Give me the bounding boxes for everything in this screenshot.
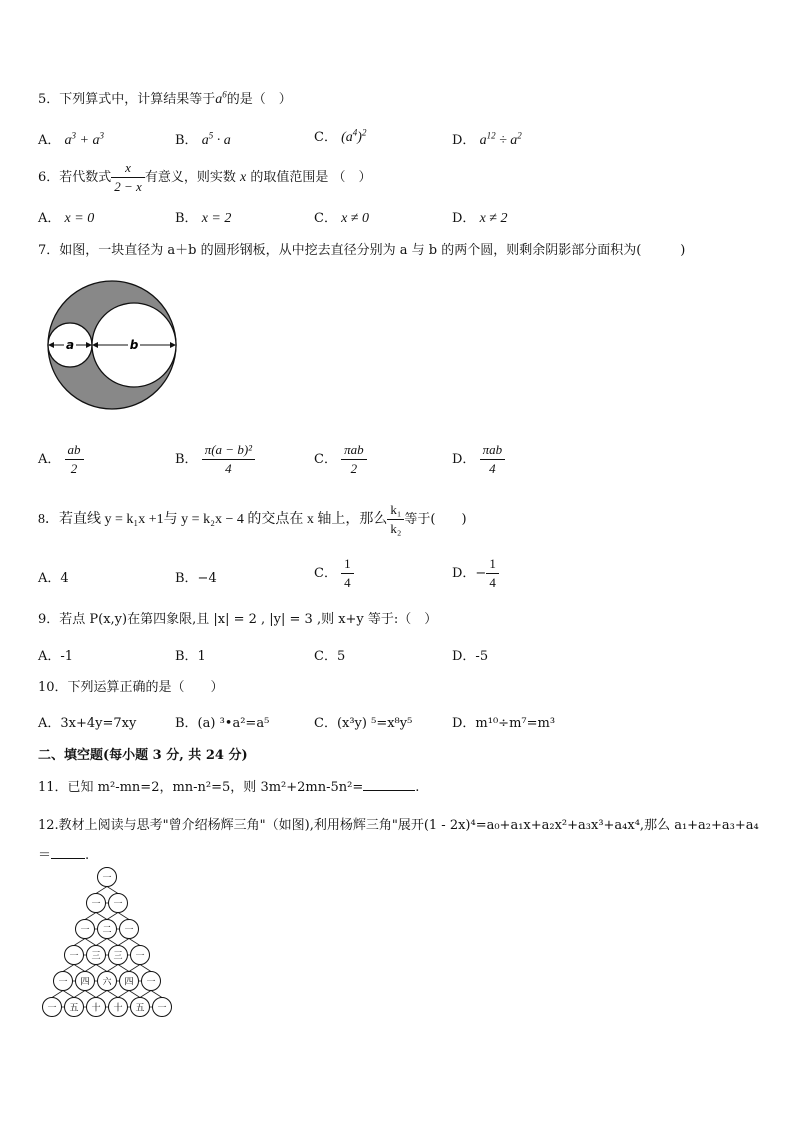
q8-fraction: $\frac{\text{k₁}}{\text{k₂}}$	[387, 502, 404, 537]
q6-option-c: C． x ≠ 0	[314, 211, 369, 226]
connector-line	[107, 913, 118, 920]
connector-line	[85, 913, 96, 920]
connector-line	[118, 913, 129, 920]
q11-stem: 11．已知 m²-mn=2，mn-n²=5，则 3m²+2mn-5n²= .	[38, 780, 420, 795]
q11-answer-blank	[363, 790, 415, 791]
connector-line	[63, 965, 74, 972]
connector-line	[140, 965, 151, 972]
q8-option-b: B．−4	[175, 571, 217, 586]
connector-line	[129, 965, 140, 972]
connector-line	[118, 939, 129, 946]
triangle-node-label: 一	[58, 977, 68, 988]
connector-line	[85, 939, 96, 946]
q9-option-c: C．5	[314, 649, 346, 664]
q9-option-d: D．-5	[452, 649, 489, 664]
connector-line	[96, 913, 107, 920]
q9-stem: 9．若点 P(x,y)在第四象限,且 |x| = 2 , |y| = 3 ,则 x+y 等于:（ ）	[38, 612, 438, 627]
triangle-node-label: 一	[102, 873, 112, 884]
triangle-node-label: 十	[113, 1003, 123, 1014]
q8-option-c: C． $\frac{1}{4}$	[314, 556, 354, 591]
q6-option-d: D． x ≠ 2	[452, 211, 508, 226]
triangle-node-label: 二	[102, 925, 112, 936]
triangle-node-label: 一	[91, 899, 101, 910]
triangle-node-label: 一	[47, 1003, 57, 1014]
connector-line	[140, 991, 151, 998]
q5-option-b: B． $a^5 \cdot a$	[175, 130, 231, 148]
q7-circle-figure	[44, 279, 184, 415]
q12-line2: ＝ .	[38, 848, 90, 863]
connector-line	[151, 991, 162, 998]
connector-line	[107, 991, 118, 998]
connector-line	[129, 939, 140, 946]
q10-stem: 10．下列运算正确的是（ ）	[38, 680, 224, 695]
q12-stem: 12.教材上阅读与思考"曾介绍杨辉三角"（如图),利用杨辉三角"展开(1 - 2x)⁴=a₀+a₁x+a₂x²+a₃x³+a₄x⁴,那么 a₁+a₂+a₃+a₄	[38, 818, 759, 833]
connector-line	[52, 991, 63, 998]
triangle-node-label: 五	[135, 1003, 145, 1014]
q7-stem: 7．如图，一块直径为 a＋b 的圆形钢板，从中挖去直径分别为 a 与 b 的两个圆，则剩余阴影部分面积为( )	[38, 243, 686, 258]
q8-stem: 8．若直线 y = k₁x +1与 y = k₂x − 4 的交点在 x 轴上，那么 $\frac{\text{k₁}}{\text{k₂}}$ 等于( )	[38, 502, 467, 536]
triangle-node-label: 六	[102, 977, 112, 988]
q7-option-d: D． $\frac{\text{πab}}{4}$	[452, 442, 505, 477]
connector-line	[74, 991, 85, 998]
triangle-node-label: 一	[157, 1003, 167, 1014]
q9-option-b: B．1	[175, 649, 206, 664]
connector-line	[63, 991, 74, 998]
q7-option-a: A． $\frac{ab}{2}$	[38, 442, 84, 477]
q6-option-b: B． x = 2	[175, 211, 232, 226]
triangle-node-label: 一	[69, 951, 79, 962]
q7-option-c: C． $\frac{\text{πab}}{2}$	[314, 442, 367, 477]
q12-answer-blank	[51, 858, 85, 859]
triangle-node-label: 一	[124, 925, 134, 936]
triangle-node-label: 三	[113, 951, 123, 962]
q10-option-d: D．m¹⁰÷m⁷=m³	[452, 716, 556, 731]
q9-option-a: A．-1	[38, 649, 74, 664]
connector-line	[96, 965, 107, 972]
connector-line	[107, 965, 118, 972]
connector-line	[107, 939, 118, 946]
connector-line	[74, 939, 85, 946]
connector-line	[96, 887, 107, 894]
q5-option-d: D． $a^{12} \div a^2$	[452, 130, 522, 148]
connector-line	[74, 965, 85, 972]
q6-option-a: A． x = 0	[38, 211, 95, 226]
triangle-node-label: 一	[135, 951, 145, 962]
q6-stem: 6．若代数式 $\frac{x}{2 - x}$ 有意义，则实数 x 的取值范围是 （ ）	[38, 160, 372, 194]
q5-option-a: A． $a^3 + a^3$	[38, 130, 104, 148]
triangle-node-label: 五	[69, 1003, 79, 1014]
connector-line	[85, 965, 96, 972]
connector-line	[96, 939, 107, 946]
connector-line	[107, 887, 118, 894]
triangle-node-label: 四	[80, 977, 90, 988]
triangle-node-label: 四	[124, 977, 134, 988]
triangle-node-label: 一	[80, 925, 90, 936]
connector-line	[129, 991, 140, 998]
triangle-node-label: 三	[91, 951, 101, 962]
connector-line	[118, 965, 129, 972]
connector-line	[85, 991, 96, 998]
connector-line	[96, 991, 107, 998]
q10-option-a: A．3x+4y=7xy	[38, 716, 137, 731]
label-a: a	[65, 338, 75, 352]
q6-fraction: $\frac{x}{2 - x}$	[111, 160, 145, 195]
connector-line	[118, 991, 129, 998]
q5-option-c: C． $(a^4)^2$	[314, 127, 367, 145]
section-title: 二、填空题(每小题 3 分, 共 24 分)	[38, 748, 248, 763]
triangle-node-label: 十	[91, 1003, 101, 1014]
triangle-node-label: 一	[146, 977, 156, 988]
q7-option-b: B． $\frac{\text{π(a − b)²}}{4}$	[175, 442, 255, 477]
triangle-node-label: 一	[113, 899, 123, 910]
label-b: b	[129, 338, 139, 352]
q8-option-d: D．− $\frac{1}{4}$	[452, 556, 499, 591]
q10-option-b: B．(a) ³•a²=a⁵	[175, 716, 270, 731]
q5-expr: $a^6$	[215, 89, 227, 107]
q5-stem: 5．下列算式中，计算结果等于$a^6$的是（ ）	[38, 89, 292, 107]
yanghui-triangle	[38, 864, 178, 1032]
q10-option-c: C．(x³y) ⁵=x⁸y⁵	[314, 716, 413, 731]
q8-option-a: A．4	[38, 571, 69, 586]
